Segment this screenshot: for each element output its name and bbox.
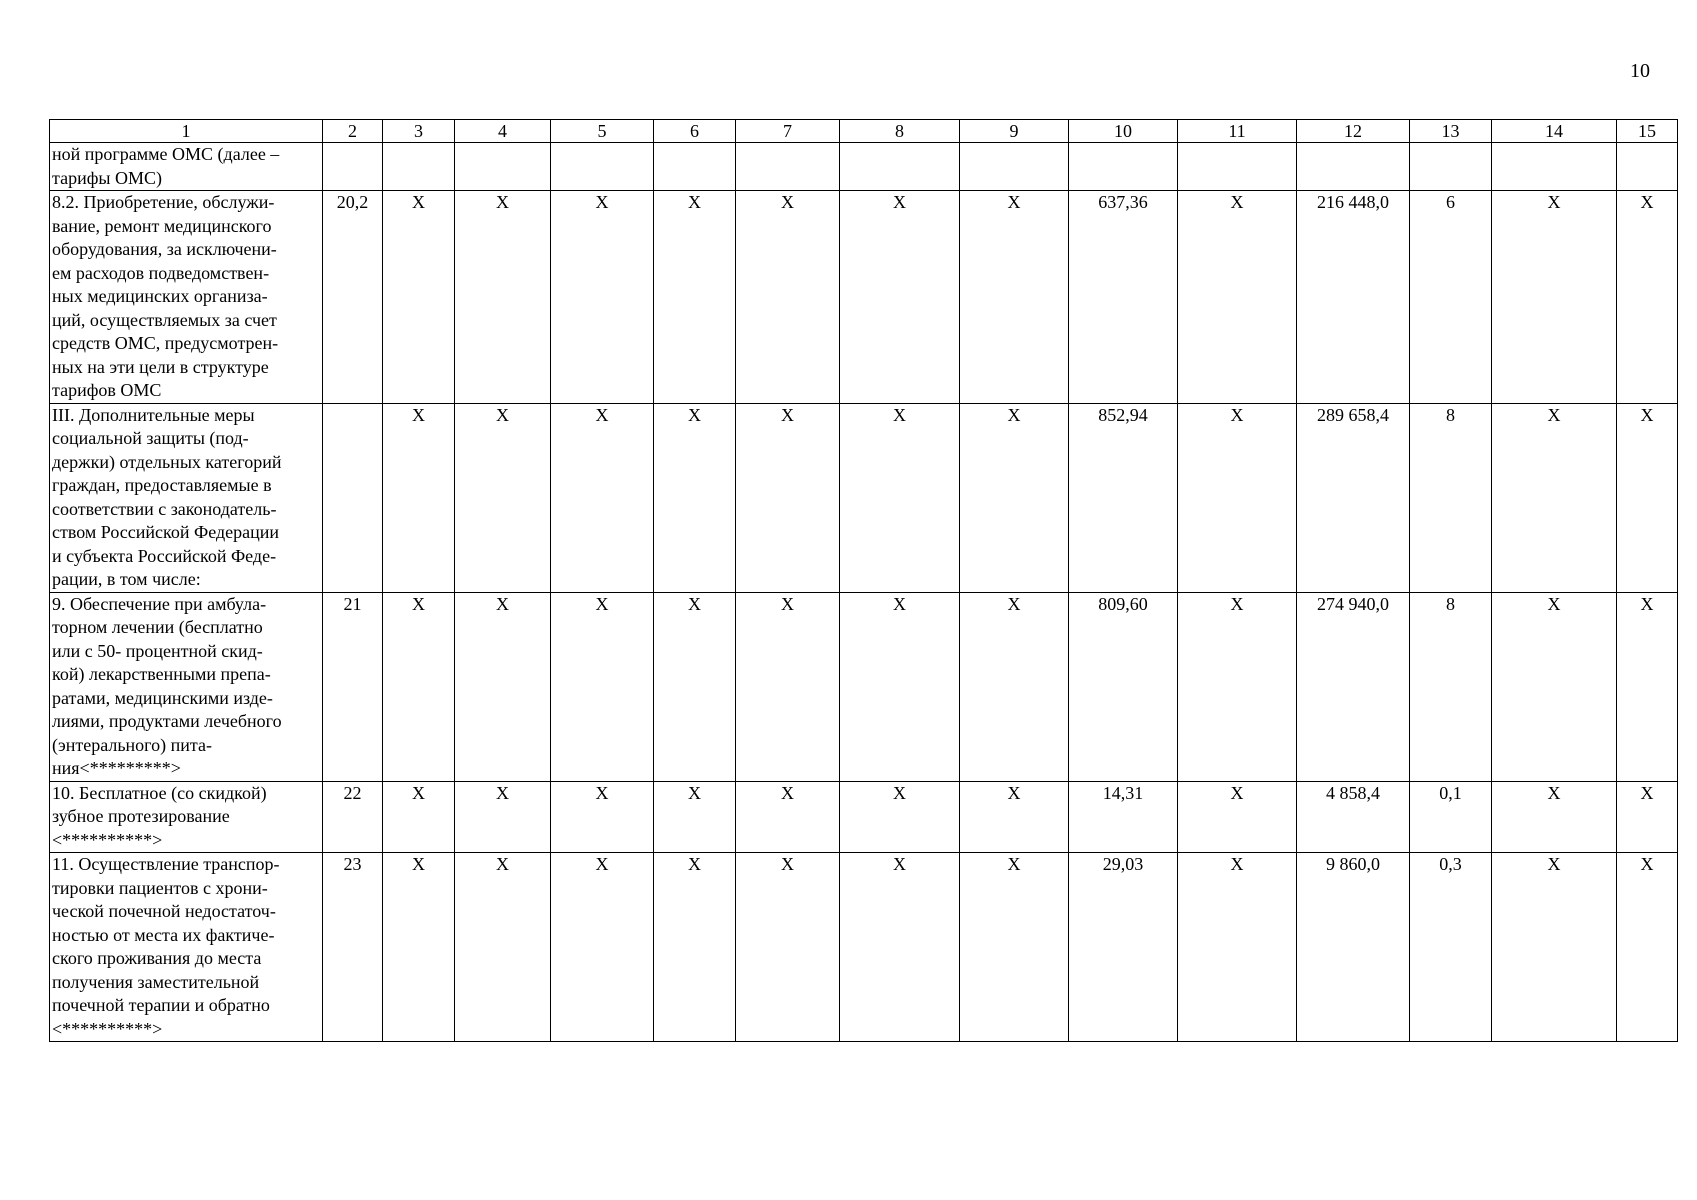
description-line: тарифов ОМС — [52, 380, 162, 400]
table-cell: Х — [1178, 191, 1297, 404]
table-cell: 20,2 — [323, 191, 383, 404]
table-cell: 809,60 — [1069, 592, 1178, 781]
row-description — [50, 143, 323, 191]
table-cell — [323, 403, 383, 592]
table-cell: 8 — [1410, 592, 1492, 781]
table-cell: Х — [654, 853, 736, 1042]
description-line: (энтерального) пита- — [52, 734, 212, 755]
table-cell: 8 — [1410, 403, 1492, 592]
table-cell: Х — [383, 592, 455, 781]
description-line: зубное протезирование — [52, 806, 230, 826]
description-line: <**********> — [52, 1018, 163, 1039]
table-cell: Х — [1492, 781, 1617, 853]
table-cell — [1617, 143, 1678, 191]
description-line: ратами, медицинскими изде- — [52, 687, 273, 708]
table-cell — [1410, 143, 1492, 191]
description-line: ностью от места их фактиче- — [52, 924, 275, 945]
table-cell: Х — [1178, 403, 1297, 592]
table-cell: Х — [383, 853, 455, 1042]
table-cell: Х — [551, 781, 654, 853]
table-row — [50, 781, 1678, 853]
table-cell: Х — [455, 781, 551, 853]
table-cell: Х — [840, 853, 960, 1042]
table-cell: 29,03 — [1069, 853, 1178, 1042]
description-line: кой) лекарственными препа- — [52, 664, 271, 684]
description-line: держки) отдельных категорий — [52, 451, 282, 472]
table-cell — [551, 143, 654, 191]
table-cell: Х — [736, 191, 840, 404]
table-cell: Х — [960, 403, 1069, 592]
table-cell: 216 448,0 — [1297, 191, 1410, 404]
description-line: вание, ремонт медицинского — [52, 215, 272, 236]
description-line: 10. Бесплатное (со скидкой) — [52, 782, 267, 803]
row-description — [50, 592, 323, 781]
description-line: почечной терапии и обратно — [52, 995, 270, 1015]
row-description — [50, 781, 323, 853]
description-line: ством Российской Федерации — [52, 522, 279, 542]
table-cell: 22 — [323, 781, 383, 853]
table-cell: 6 — [1410, 191, 1492, 404]
table-cell: Х — [840, 781, 960, 853]
description-line: ем расходов подведомствен- — [52, 262, 270, 283]
table-cell: Х — [1617, 403, 1678, 592]
column-header: 8 — [840, 120, 960, 143]
table-cell: Х — [960, 781, 1069, 853]
table-row — [50, 592, 1678, 781]
description-line: рации, в том числе: — [52, 569, 201, 589]
description-line: соответствии с законодатель- — [52, 498, 277, 519]
table-cell — [1492, 143, 1617, 191]
column-header: 10 — [1069, 120, 1178, 143]
description-line: ной программе ОМС (далее – — [52, 144, 280, 164]
table-cell: Х — [1178, 592, 1297, 781]
row-description — [50, 191, 323, 404]
table-cell: Х — [840, 403, 960, 592]
column-header: 15 — [1617, 120, 1678, 143]
table-row — [50, 403, 1678, 592]
table-cell: Х — [1617, 592, 1678, 781]
table-cell — [1069, 143, 1178, 191]
description-line: тировки пациентов с хрони- — [52, 877, 268, 898]
column-header: 2 — [323, 120, 383, 143]
column-header: 11 — [1178, 120, 1297, 143]
data-table — [49, 119, 1678, 1042]
column-header: 13 — [1410, 120, 1492, 143]
description-line: 9. Обеспечение при амбула- — [52, 593, 267, 614]
description-line: ных медицинских организа- — [52, 286, 268, 306]
table-cell: Х — [383, 781, 455, 853]
description-line: или с 50- процентной скид- — [52, 640, 263, 661]
column-header: 14 — [1492, 120, 1617, 143]
table-cell: Х — [960, 592, 1069, 781]
description-line: <**********> — [52, 829, 163, 850]
table-cell: Х — [736, 403, 840, 592]
column-header: 12 — [1297, 120, 1410, 143]
table-cell: 289 658,4 — [1297, 403, 1410, 592]
table-cell: 21 — [323, 592, 383, 781]
description-line: ского проживания до места — [52, 948, 262, 968]
column-header: 4 — [455, 120, 551, 143]
table-cell: Х — [383, 191, 455, 404]
table-cell: Х — [1178, 853, 1297, 1042]
description-line: и субъекта Российской Феде- — [52, 545, 277, 566]
table-cell: Х — [1492, 191, 1617, 404]
column-header: 1 — [50, 120, 323, 143]
table-cell: Х — [1492, 853, 1617, 1042]
table-cell — [960, 143, 1069, 191]
row-description — [50, 403, 323, 592]
table-cell: Х — [551, 403, 654, 592]
table-cell: 274 940,0 — [1297, 592, 1410, 781]
table-cell — [323, 143, 383, 191]
table-cell: Х — [1178, 781, 1297, 853]
description-line: ния<*********> — [52, 758, 181, 778]
table-cell: Х — [654, 403, 736, 592]
table-cell — [840, 143, 960, 191]
table-cell: Х — [551, 191, 654, 404]
description-line: торном лечении (бесплатно — [52, 617, 263, 637]
table-cell: Х — [455, 403, 551, 592]
table-cell — [654, 143, 736, 191]
table-cell: Х — [455, 853, 551, 1042]
table-cell: Х — [455, 191, 551, 404]
table-cell — [736, 143, 840, 191]
column-header: 9 — [960, 120, 1069, 143]
page-number: 10 — [1630, 60, 1650, 82]
table-cell: Х — [960, 853, 1069, 1042]
table-cell: 637,36 — [1069, 191, 1178, 404]
table-cell — [455, 143, 551, 191]
table-cell: Х — [736, 592, 840, 781]
column-header: 3 — [383, 120, 455, 143]
description-line: III. Дополнительные меры — [52, 404, 255, 425]
table-cell: 14,31 — [1069, 781, 1178, 853]
row-description — [50, 853, 323, 1042]
table-cell: Х — [840, 592, 960, 781]
description-line: 8.2. Приобретение, обслужи- — [52, 192, 275, 212]
table-cell: Х — [455, 592, 551, 781]
description-line: лиями, продуктами лечебного — [52, 711, 282, 731]
table-cell: 0,1 — [1410, 781, 1492, 853]
table-cell: Х — [1617, 781, 1678, 853]
table-cell: Х — [1617, 853, 1678, 1042]
table-row — [50, 191, 1678, 404]
table-cell: 852,94 — [1069, 403, 1178, 592]
table-cell — [1297, 143, 1410, 191]
description-line: 11. Осуществление транспор- — [52, 854, 280, 874]
table-cell: Х — [1617, 191, 1678, 404]
table-cell — [1178, 143, 1297, 191]
table-cell: Х — [960, 191, 1069, 404]
table-cell: Х — [736, 781, 840, 853]
description-line: оборудования, за исключени- — [52, 239, 277, 259]
table-cell: Х — [1492, 592, 1617, 781]
column-header: 6 — [654, 120, 736, 143]
column-header: 5 — [551, 120, 654, 143]
table-cell: Х — [1492, 403, 1617, 592]
column-header: 7 — [736, 120, 840, 143]
table-cell: Х — [551, 853, 654, 1042]
table-cell: 9 860,0 — [1297, 853, 1410, 1042]
table-cell: Х — [840, 191, 960, 404]
description-line: получения заместительной — [52, 971, 260, 992]
description-line: средств ОМС, предусмотрен- — [52, 333, 279, 353]
table-cell: Х — [383, 403, 455, 592]
table-cell — [383, 143, 455, 191]
table-cell: Х — [551, 592, 654, 781]
table-row — [50, 853, 1678, 1042]
table-row — [50, 143, 1678, 191]
table-cell: 4 858,4 — [1297, 781, 1410, 853]
description-line: ческой почечной недостаточ- — [52, 901, 276, 921]
table-cell: Х — [654, 781, 736, 853]
description-line: ных на эти цели в структуре — [52, 356, 269, 377]
table-cell: 23 — [323, 853, 383, 1042]
table-cell: 0,3 — [1410, 853, 1492, 1042]
header-row — [50, 120, 1678, 143]
description-line: социальной защиты (под- — [52, 428, 249, 448]
description-line: тарифы ОМС) — [52, 167, 162, 188]
table-cell: Х — [736, 853, 840, 1042]
description-line: граждан, предоставляемые в — [52, 475, 272, 495]
description-line: ций, осуществляемых за счет — [52, 309, 277, 330]
table-cell: Х — [654, 191, 736, 404]
table-cell: Х — [654, 592, 736, 781]
